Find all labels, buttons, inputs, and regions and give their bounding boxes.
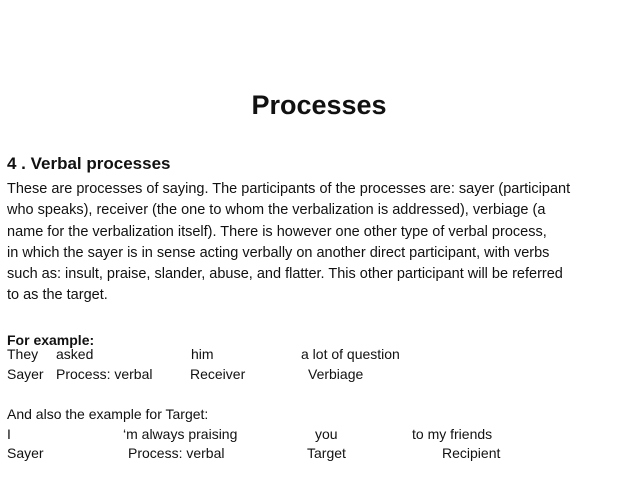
example1-roles-row <box>0 365 638 384</box>
example-heading: And also the example for Target: <box>7 406 209 422</box>
example2-roles-row <box>0 444 638 463</box>
body-line: to as the target. <box>7 287 108 304</box>
body-line: in which the sayer is in sense acting verbally on another direct participant, with verbs <box>7 244 550 261</box>
example-cell: They <box>7 346 39 362</box>
body-line: who speaks), receiver (the one to whom the verbalization is addressed), verbiage (a <box>7 202 546 219</box>
example-cell: Target <box>307 445 346 461</box>
example-cell: Recipient <box>442 445 501 461</box>
section-body <box>7 179 633 307</box>
example-cell: him <box>191 346 214 362</box>
example-cell: Receiver <box>190 366 246 382</box>
example-cell: Process: verbal <box>56 366 153 382</box>
example-cell: Sayer <box>7 366 44 382</box>
example2-heading-row <box>0 405 638 424</box>
slide-title: Processes <box>251 90 387 120</box>
example2-words-row <box>0 425 638 444</box>
section-heading: 4 . Verbal processes <box>7 154 171 173</box>
example-cell: Process: verbal <box>128 445 225 461</box>
body-line: name for the verbalization itself). There is however one other type of verbal process, <box>7 223 547 240</box>
example-cell: you <box>315 426 338 442</box>
example-cell: asked <box>56 346 94 362</box>
body-line: These are processes of saying. The participants of the processes are: sayer (participant <box>7 181 571 197</box>
example-cell: Verbiage <box>308 366 364 382</box>
example-cell: a lot of question <box>301 346 400 362</box>
example-cell: I <box>7 426 11 442</box>
body-line: such as: insult, praise, slander, abuse, and flatter. This other participant will be referred <box>7 266 563 283</box>
example-heading: For example: <box>7 332 95 348</box>
example-cell: ‘m always praising <box>123 426 238 442</box>
example-cell: Sayer <box>7 445 44 461</box>
example-cell: to my friends <box>412 426 493 442</box>
example1-words-row <box>0 345 638 364</box>
